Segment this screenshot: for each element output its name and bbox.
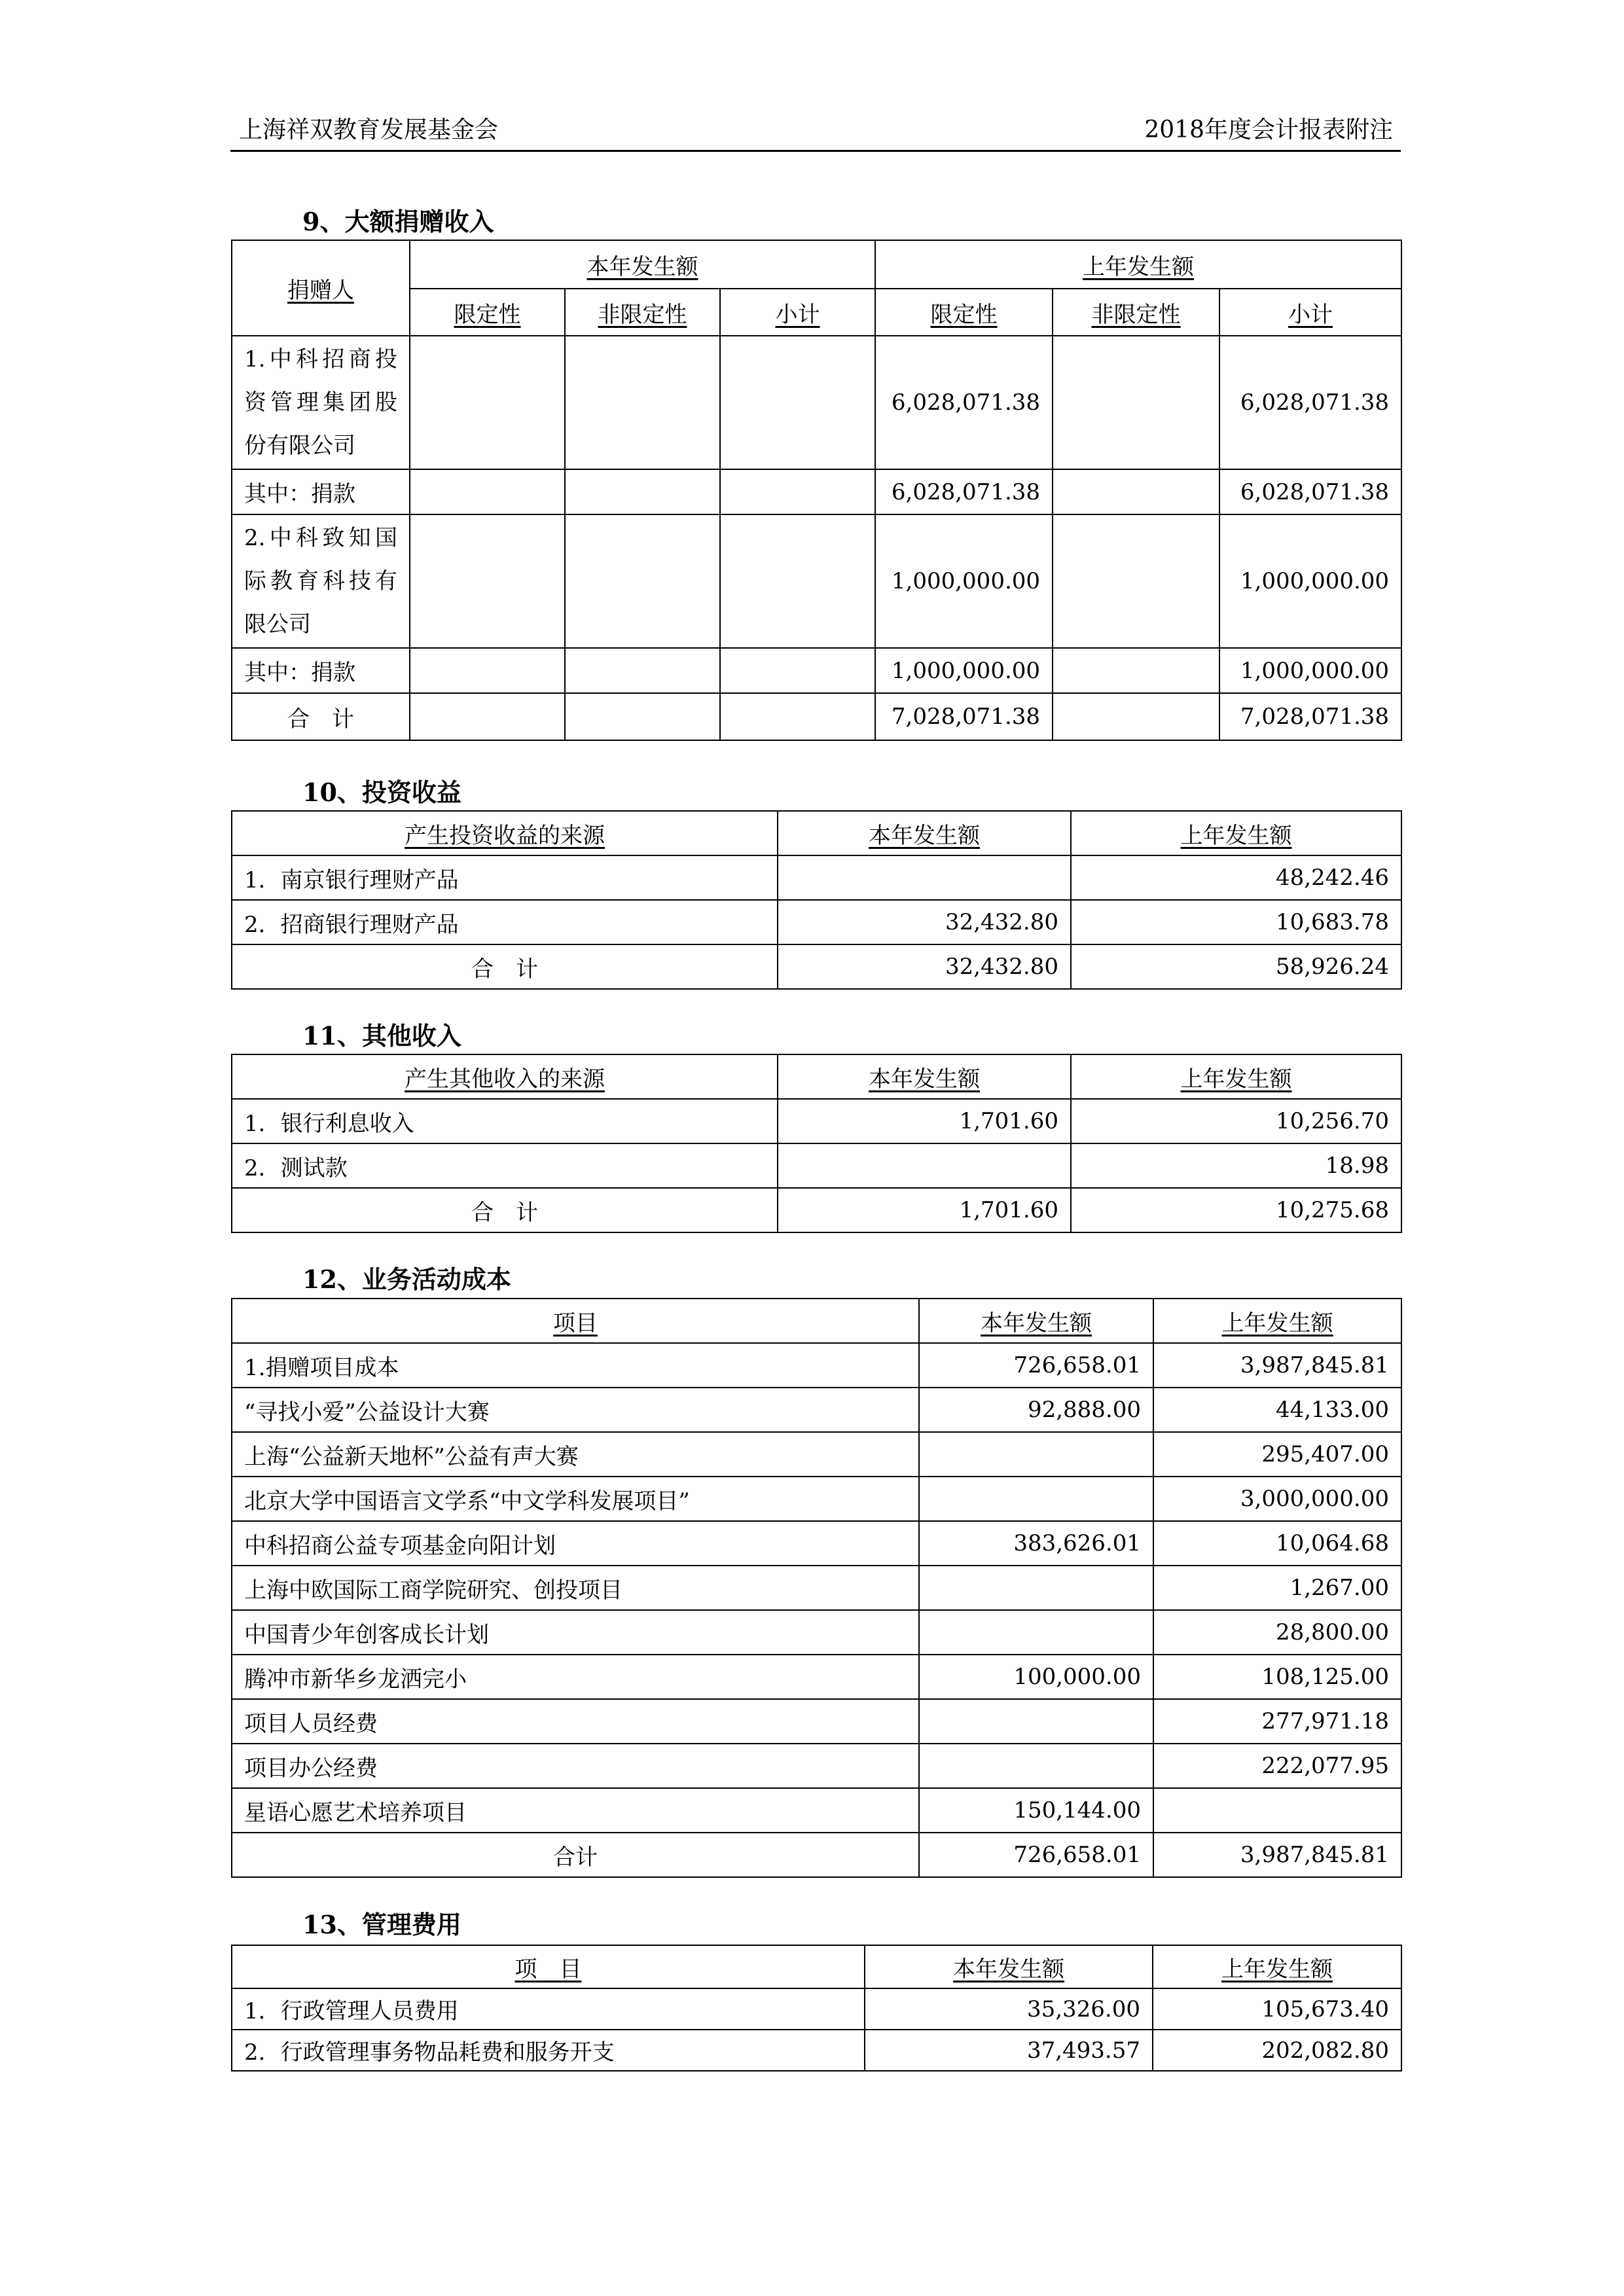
cell-value: 58,926.24: [1071, 944, 1401, 989]
table-row: [232, 1699, 1401, 1744]
header-unrestricted: 非限定性: [1053, 289, 1219, 336]
cell-value: 6,028,071.38: [875, 336, 1053, 469]
table-row-total: [232, 1188, 1401, 1232]
table-row: [232, 855, 1401, 900]
cell-value: 1,000,000.00: [1219, 514, 1401, 648]
cell-value: 105,673.40: [1153, 1988, 1401, 2030]
row-label: 腾冲市新华乡龙洒完小: [232, 1655, 919, 1699]
cell-value: 150,144.00: [919, 1788, 1153, 1833]
cell-value: 277,971.18: [1153, 1699, 1401, 1744]
cell-value: [1053, 648, 1219, 693]
header-donor: 捐赠人: [232, 240, 410, 336]
header-source: 产生投资收益的来源: [232, 811, 778, 855]
cell-value: [720, 336, 875, 469]
header-rule: [230, 150, 1401, 152]
cell-value: [1053, 469, 1219, 514]
row-label: 星语心愿艺术培养项目: [232, 1788, 919, 1833]
cell-value: 3,000,000.00: [1153, 1477, 1401, 1521]
cell-value: [720, 469, 875, 514]
cell-value: [565, 336, 720, 469]
cell-value: 6,028,071.38: [875, 469, 1053, 514]
table-row-total: [232, 944, 1401, 989]
header-prior-year: 上年发生额: [1153, 1299, 1401, 1343]
row-label: 中科招商公益专项基金向阳计划: [232, 1521, 919, 1566]
cell-value: [919, 1610, 1153, 1655]
row-label: 项目办公经费: [232, 1744, 919, 1788]
total-label: 合 计: [232, 1188, 778, 1232]
table-row: [232, 1610, 1401, 1655]
cell-value: [565, 693, 720, 740]
cell-value: 202,082.80: [1153, 2030, 1401, 2071]
cell-value: 35,326.00: [865, 1988, 1153, 2030]
cell-value: 32,432.80: [778, 944, 1071, 989]
header-current-year: 本年发生额: [778, 811, 1071, 855]
table-row: [232, 469, 1401, 514]
cell-value: 32,432.80: [778, 900, 1071, 944]
header-subtotal: 小计: [1219, 289, 1401, 336]
cell-value: 1,267.00: [1153, 1566, 1401, 1610]
row-label: 1．南京银行理财产品: [232, 855, 778, 900]
cell-value: [720, 693, 875, 740]
cell-value: 1,701.60: [778, 1188, 1071, 1232]
cell-value: 10,275.68: [1071, 1188, 1401, 1232]
cell-value: [1053, 514, 1219, 648]
row-label: 2．招商银行理财产品: [232, 900, 778, 944]
header-current-year: 本年发生额: [865, 1945, 1153, 1988]
total-label: 合 计: [232, 944, 778, 989]
table-row: [232, 1521, 1401, 1566]
table-row: [232, 1988, 1401, 2030]
cell-value: 222,077.95: [1153, 1744, 1401, 1788]
cell-value: 48,242.46: [1071, 855, 1401, 900]
table-row: [232, 1655, 1401, 1699]
header-restricted: 限定性: [410, 289, 565, 336]
cell-value: 7,028,071.38: [1219, 693, 1401, 740]
header-item: 项 目: [232, 1945, 865, 1988]
cell-value: 10,256.70: [1071, 1099, 1401, 1143]
section-11-title: 11、其他收入: [302, 1021, 461, 1050]
total-label: 合计: [232, 1833, 919, 1877]
cell-value: 3,987,845.81: [1153, 1833, 1401, 1877]
cell-value: [410, 693, 565, 740]
cell-value: [1053, 693, 1219, 740]
row-label: 2．测试款: [232, 1143, 778, 1188]
cell-value: [720, 514, 875, 648]
cell-value: [1053, 336, 1219, 469]
row-label: 上海中欧国际工商学院研究、创投项目: [232, 1566, 919, 1610]
table-program-costs: [231, 1298, 1402, 1878]
cell-value: [919, 1432, 1153, 1477]
cell-value: 726,658.01: [919, 1833, 1153, 1877]
header-restricted: 限定性: [875, 289, 1053, 336]
header-prior-year: 上年发生额: [1153, 1945, 1401, 1988]
donor-name: 其中：捐款: [232, 648, 410, 693]
header-prior-year: 上年发生额: [1071, 811, 1401, 855]
cell-value: [410, 469, 565, 514]
cell-value: 6,028,071.38: [1219, 469, 1401, 514]
row-label: 1．行政管理人员费用: [232, 1988, 865, 2030]
header-current-year: 本年发生额: [919, 1299, 1153, 1343]
table-row: [232, 1788, 1401, 1833]
row-label: 中国青少年创客成长计划: [232, 1610, 919, 1655]
header-prior-year: 上年发生额: [1071, 1054, 1401, 1099]
cell-value: 44,133.00: [1153, 1388, 1401, 1432]
cell-value: 1,000,000.00: [1219, 648, 1401, 693]
cell-value: 28,800.00: [1153, 1610, 1401, 1655]
row-label: 项目人员经费: [232, 1699, 919, 1744]
header-doc-title: 2018年度会计报表附注: [1144, 117, 1393, 143]
header-item: 项目: [232, 1299, 919, 1343]
cell-value: [778, 1143, 1071, 1188]
row-label: 1．银行利息收入: [232, 1099, 778, 1143]
table-row: [232, 1432, 1401, 1477]
cell-value: 10,064.68: [1153, 1521, 1401, 1566]
header-unrestricted: 非限定性: [565, 289, 720, 336]
table-admin-expenses: [231, 1945, 1402, 2072]
total-label: 合 计: [232, 693, 410, 740]
table-row: [232, 2030, 1401, 2071]
table-row: [232, 900, 1401, 944]
cell-value: [919, 1566, 1153, 1610]
cell-value: 1,000,000.00: [875, 514, 1053, 648]
section-13-title: 13、管理费用: [302, 1910, 461, 1939]
section-9-title: 9、大额捐赠收入: [302, 207, 494, 236]
cell-value: 1,000,000.00: [875, 648, 1053, 693]
cell-value: [565, 469, 720, 514]
cell-value: 383,626.01: [919, 1521, 1153, 1566]
row-label: 北京大学中国语言文学系“中文学科发展项目”: [232, 1477, 919, 1521]
cell-value: [565, 648, 720, 693]
table-row: [232, 1477, 1401, 1521]
header-source: 产生其他收入的来源: [232, 1054, 778, 1099]
cell-value: [410, 648, 565, 693]
cell-value: [919, 1477, 1153, 1521]
row-label: “寻找小爱”公益设计大赛: [232, 1388, 919, 1432]
table-investment-income: [231, 810, 1402, 990]
cell-value: [720, 648, 875, 693]
cell-value: [410, 514, 565, 648]
cell-value: 7,028,071.38: [875, 693, 1053, 740]
cell-value: 726,658.01: [919, 1343, 1153, 1388]
cell-value: [778, 855, 1071, 900]
cell-value: [565, 514, 720, 648]
cell-value: 6,028,071.38: [1219, 336, 1401, 469]
cell-value: 295,407.00: [1153, 1432, 1401, 1477]
cell-value: [919, 1744, 1153, 1788]
table-row-total: [232, 1833, 1401, 1877]
header-prior-year: 上年发生额: [875, 240, 1401, 289]
cell-value: 37,493.57: [865, 2030, 1153, 2071]
section-12-title: 12、业务活动成本: [302, 1265, 511, 1294]
cell-value: 100,000.00: [919, 1655, 1153, 1699]
cell-value: [410, 336, 565, 469]
header-subtotal: 小计: [720, 289, 875, 336]
cell-value: 108,125.00: [1153, 1655, 1401, 1699]
row-label: 1.捐赠项目成本: [232, 1343, 919, 1388]
table-row: [232, 1343, 1401, 1388]
row-label: 上海“公益新天地杯”公益有声大赛: [232, 1432, 919, 1477]
table-row: [232, 648, 1401, 693]
cell-value: 1,701.60: [778, 1099, 1071, 1143]
header-org: 上海祥双教育发展基金会: [239, 117, 499, 143]
cell-value: 92,888.00: [919, 1388, 1153, 1432]
cell-value: [919, 1699, 1153, 1744]
donor-name: 其中：捐款: [232, 469, 410, 514]
table-donations: [231, 240, 1402, 741]
table-row-total: [232, 693, 1401, 740]
table-other-income: [231, 1054, 1402, 1233]
header-current-year: 本年发生额: [410, 240, 875, 289]
table-row: [232, 1388, 1401, 1432]
cell-value: 18.98: [1071, 1143, 1401, 1188]
section-10-title: 10、投资收益: [302, 778, 461, 807]
cell-value: 10,683.78: [1071, 900, 1401, 944]
row-label: 2．行政管理事务物品耗费和服务开支: [232, 2030, 865, 2071]
donor-name: 1.中科招商投资管理集团股份有限公司: [232, 336, 410, 469]
header-current-year: 本年发生额: [778, 1054, 1071, 1099]
donor-name: 2.中科致知国际教育科技有限公司: [232, 514, 410, 648]
cell-value: [1153, 1788, 1401, 1833]
cell-value: 3,987,845.81: [1153, 1343, 1401, 1388]
table-row: [232, 336, 1401, 469]
table-row: [232, 514, 1401, 648]
table-row: [232, 1744, 1401, 1788]
table-row: [232, 1099, 1401, 1143]
table-row: [232, 1566, 1401, 1610]
table-row: [232, 1143, 1401, 1188]
